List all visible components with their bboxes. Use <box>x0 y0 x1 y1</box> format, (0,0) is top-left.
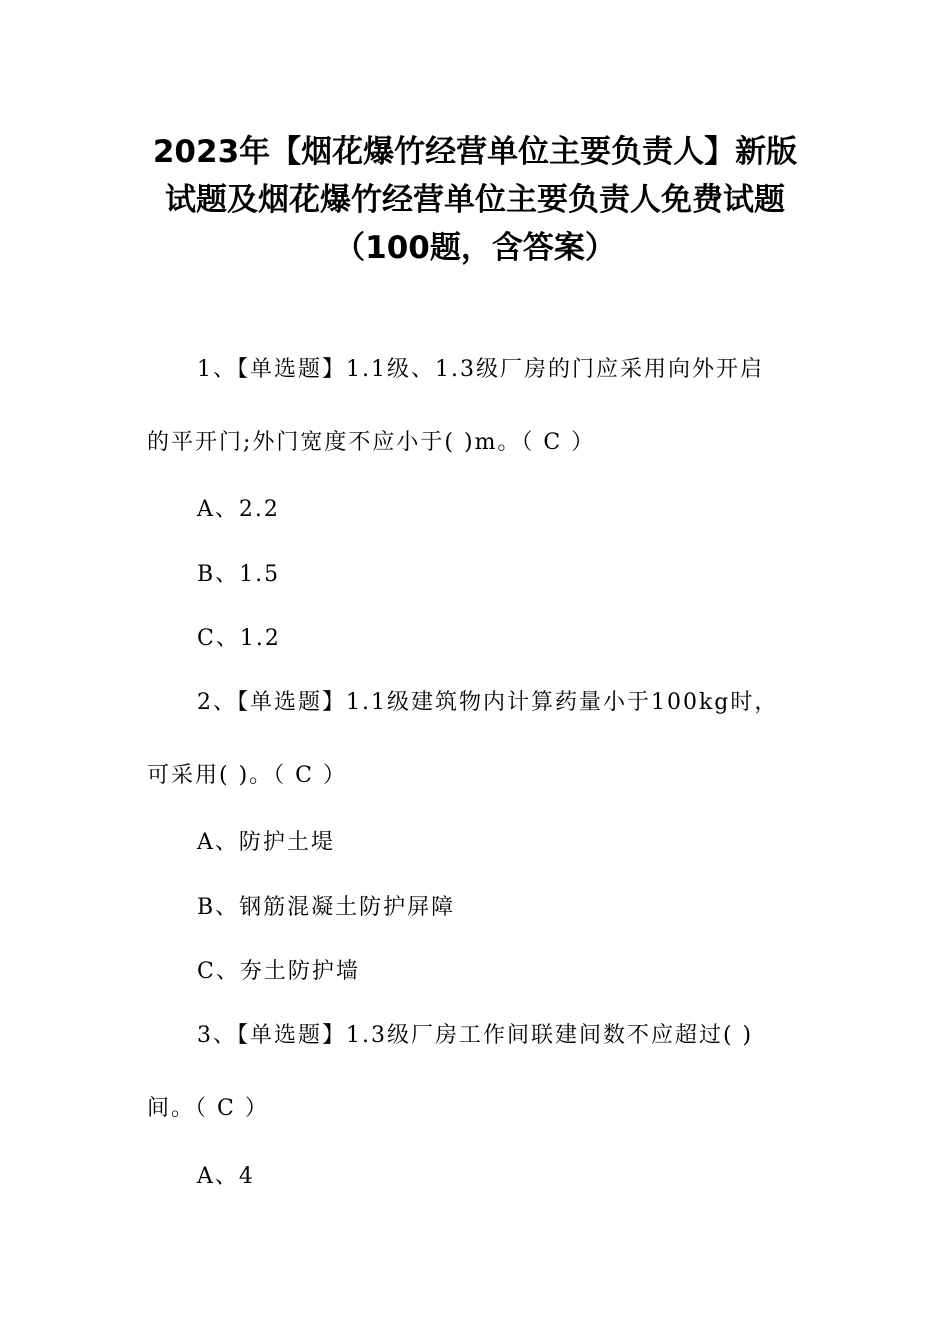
title-line-1: 2023年【烟花爆竹经营单位主要负责人】新版 <box>152 134 798 170</box>
question-1-option-c: C、1.2 <box>197 626 281 651</box>
document-title <box>100 128 850 272</box>
question-1-text: 1、【单选题】1.1级、1.3级厂房的门应采用向外开启 <box>197 357 764 382</box>
question-3-text-continued: 间。（ C ） <box>147 1096 269 1121</box>
question-2-option-a: A、防护土堤 <box>197 830 335 855</box>
question-2-option-c: C、夯土防护墙 <box>197 959 360 984</box>
question-1-option-a: A、2.2 <box>197 497 280 522</box>
title-line-2: 试题及烟花爆竹经营单位主要负责人免费试题 <box>165 182 785 218</box>
question-2-text: 2、【单选题】1.1级建筑物内计算药量小于100kg时， <box>197 690 779 715</box>
question-3-option-a: A、4 <box>197 1164 255 1189</box>
title-line-3: （100题，含答案） <box>334 230 616 266</box>
question-2-option-b: B、钢筋混凝土防护屏障 <box>197 895 456 920</box>
question-3-text: 3、【单选题】1.3级厂房工作间联建间数不应超过( ) <box>197 1023 754 1048</box>
question-2-text-continued: 可采用( )。（ C ） <box>147 763 347 788</box>
question-1-text-continued: 的平开门;外门宽度不应小于( )m。（ C ） <box>147 430 596 455</box>
question-1-option-b: B、1.5 <box>197 562 281 587</box>
